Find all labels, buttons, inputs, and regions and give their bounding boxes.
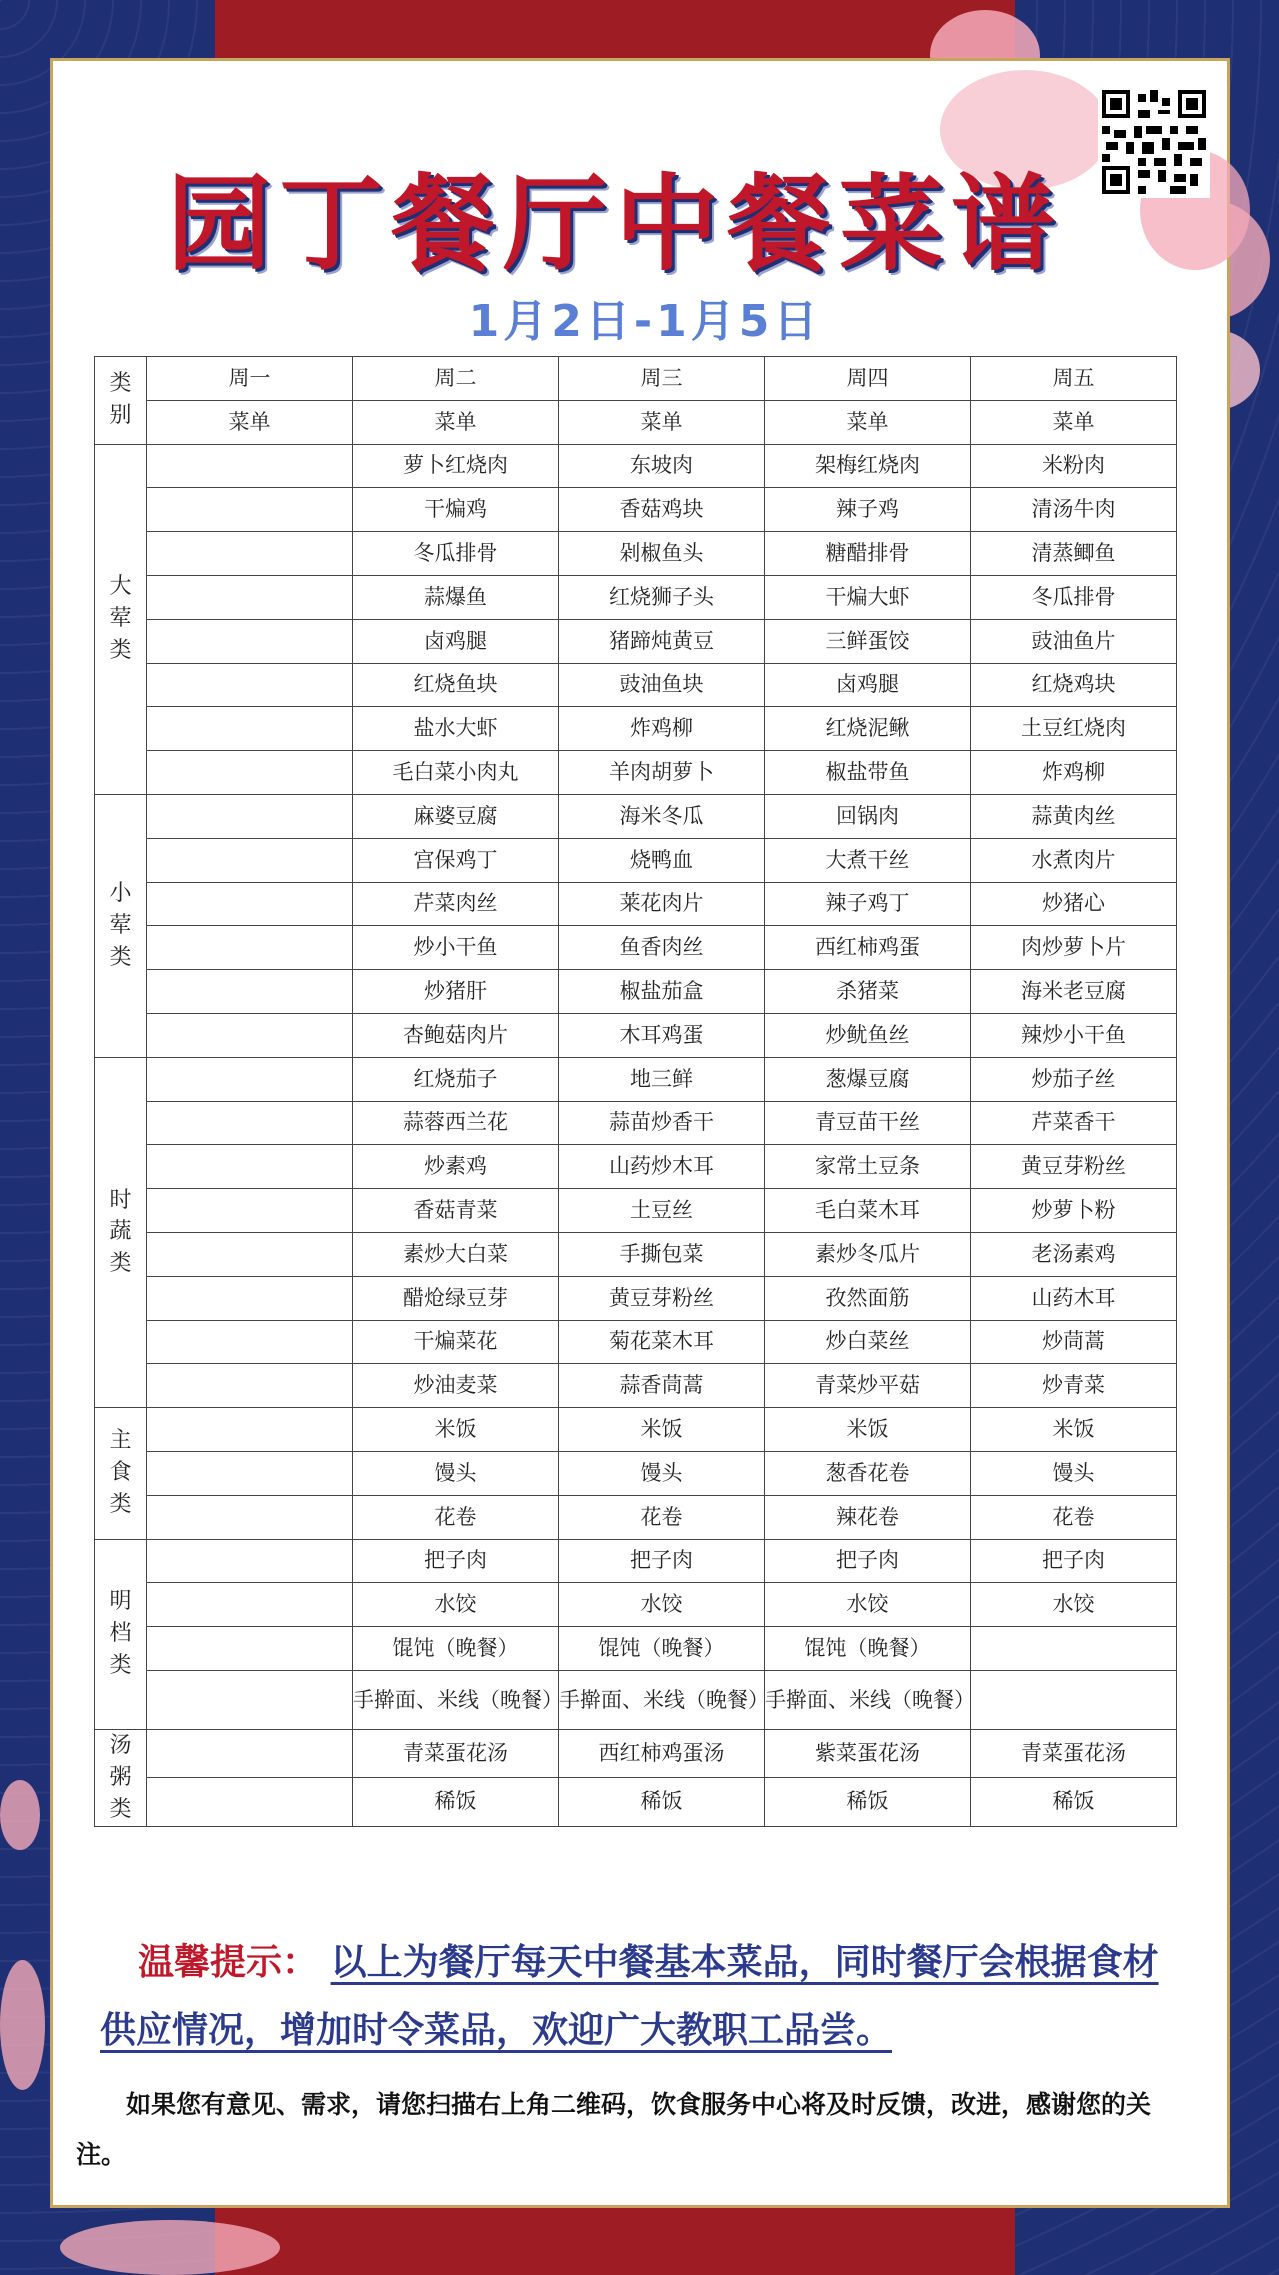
dish-cell: 把子肉 [353, 1539, 559, 1583]
dish-cell: 稀饭 [971, 1778, 1177, 1826]
dish-cell: 蒜香茼蒿 [559, 1364, 765, 1408]
dish-cell: 萝卜红烧肉 [353, 444, 559, 488]
menu-table [94, 356, 1177, 1827]
table-row [95, 1189, 1177, 1233]
dish-cell: 杀猪菜 [765, 970, 971, 1014]
dish-cell: 海米老豆腐 [971, 970, 1177, 1014]
dish-cell: 清蒸鲫鱼 [971, 532, 1177, 576]
dish-cell [147, 707, 353, 751]
dish-cell: 米饭 [765, 1408, 971, 1452]
dish-cell: 稀饭 [559, 1778, 765, 1826]
dish-cell: 孜然面筋 [765, 1276, 971, 1320]
table-row [95, 488, 1177, 532]
table-row [95, 663, 1177, 707]
table-row [95, 619, 1177, 663]
dish-cell: 手擀面、米线（晚餐） [559, 1670, 765, 1729]
dish-cell [147, 488, 353, 532]
category-cell: 时蔬类 [95, 1057, 147, 1407]
dish-cell [147, 1495, 353, 1539]
dish-cell: 香菇青菜 [353, 1189, 559, 1233]
dish-cell: 回锅肉 [765, 794, 971, 838]
dish-cell: 葱爆豆腐 [765, 1057, 971, 1101]
dish-cell [147, 1451, 353, 1495]
dish-cell: 山药木耳 [971, 1276, 1177, 1320]
dish-cell: 黄豆芽粉丝 [971, 1145, 1177, 1189]
dish-cell: 香菇鸡块 [559, 488, 765, 532]
table-row [95, 1013, 1177, 1057]
dish-cell: 蒜苗炒香干 [559, 1101, 765, 1145]
dish-cell: 盐水大虾 [353, 707, 559, 751]
dish-cell: 手撕包菜 [559, 1232, 765, 1276]
dish-cell: 西红柿鸡蛋 [765, 926, 971, 970]
dish-cell: 卤鸡腿 [353, 619, 559, 663]
dish-cell: 黄豆芽粉丝 [559, 1276, 765, 1320]
dish-cell: 青菜蛋花汤 [353, 1729, 559, 1777]
dish-cell: 炒猪肝 [353, 970, 559, 1014]
table-row [95, 1276, 1177, 1320]
category-cell: 主食类 [95, 1408, 147, 1539]
dish-cell [147, 1101, 353, 1145]
dish-cell: 把子肉 [971, 1539, 1177, 1583]
dish-cell: 米饭 [559, 1408, 765, 1452]
dish-cell: 冬瓜排骨 [353, 532, 559, 576]
dish-cell: 辣花卷 [765, 1495, 971, 1539]
dish-cell [147, 1778, 353, 1826]
dish-cell: 东坡肉 [559, 444, 765, 488]
dish-cell: 稀饭 [765, 1778, 971, 1826]
dish-cell [147, 1276, 353, 1320]
dish-cell: 清汤牛肉 [971, 488, 1177, 532]
dish-cell: 椒盐带鱼 [765, 751, 971, 795]
dish-cell [147, 1729, 353, 1777]
dish-cell: 馄饨（晚餐） [353, 1627, 559, 1671]
date-range: 1月2日-1月5日 [468, 296, 822, 347]
dish-cell: 醋炝绿豆芽 [353, 1276, 559, 1320]
day-header: 周二 [353, 357, 559, 401]
category-cell: 小荤类 [95, 794, 147, 1057]
dish-cell: 水饺 [971, 1583, 1177, 1627]
dish-cell [147, 882, 353, 926]
dish-cell: 炸鸡柳 [971, 751, 1177, 795]
dish-cell: 老汤素鸡 [971, 1232, 1177, 1276]
dish-cell: 葱香花卷 [765, 1451, 971, 1495]
dish-cell [147, 1145, 353, 1189]
blossom-decoration [60, 2220, 280, 2275]
dish-cell: 杏鲍菇肉片 [353, 1013, 559, 1057]
dish-cell [147, 1364, 353, 1408]
dish-cell [147, 1408, 353, 1452]
dish-cell: 馒头 [559, 1451, 765, 1495]
category-cell: 明档类 [95, 1539, 147, 1729]
table-row [95, 1583, 1177, 1627]
table-row [95, 1408, 1177, 1452]
dish-cell: 米粉肉 [971, 444, 1177, 488]
menu-subheader: 菜单 [765, 400, 971, 444]
dish-cell: 青豆苗干丝 [765, 1101, 971, 1145]
dish-cell: 把子肉 [559, 1539, 765, 1583]
dish-cell [147, 970, 353, 1014]
dish-cell: 把子肉 [765, 1539, 971, 1583]
dish-cell: 馒头 [353, 1451, 559, 1495]
dish-cell: 木耳鸡蛋 [559, 1013, 765, 1057]
dish-cell [147, 1670, 353, 1729]
dish-cell: 稀饭 [353, 1778, 559, 1826]
table-row [95, 751, 1177, 795]
dish-cell: 米饭 [353, 1408, 559, 1452]
dish-cell: 炒萝卜粉 [971, 1189, 1177, 1233]
table-row [95, 1101, 1177, 1145]
blossom-decoration [0, 1960, 45, 2090]
dish-cell: 豉油鱼片 [971, 619, 1177, 663]
dish-cell: 红烧鸡块 [971, 663, 1177, 707]
dish-cell: 菊花菜木耳 [559, 1320, 765, 1364]
dish-cell: 芹菜肉丝 [353, 882, 559, 926]
dish-cell: 水饺 [353, 1583, 559, 1627]
dish-cell: 土豆丝 [559, 1189, 765, 1233]
warm-tip [100, 1928, 1190, 2064]
dish-cell: 红烧茄子 [353, 1057, 559, 1101]
dish-cell [147, 532, 353, 576]
table-row [95, 1729, 1177, 1777]
dish-cell: 蒜爆鱼 [353, 575, 559, 619]
dish-cell: 馄饨（晚餐） [765, 1627, 971, 1671]
dish-cell: 土豆红烧肉 [971, 707, 1177, 751]
dish-cell: 家常土豆条 [765, 1145, 971, 1189]
dish-cell [147, 794, 353, 838]
dish-cell: 炒茄子丝 [971, 1057, 1177, 1101]
dish-cell: 干煸大虾 [765, 575, 971, 619]
dish-cell: 蒜蓉西兰花 [353, 1101, 559, 1145]
table-row [95, 1627, 1177, 1671]
dish-cell: 三鲜蛋饺 [765, 619, 971, 663]
dish-cell: 青菜蛋花汤 [971, 1729, 1177, 1777]
dish-cell: 宫保鸡丁 [353, 838, 559, 882]
dish-cell: 芹菜香干 [971, 1101, 1177, 1145]
dish-cell: 炒茼蒿 [971, 1320, 1177, 1364]
dish-cell [147, 444, 353, 488]
dish-cell: 红烧泥鳅 [765, 707, 971, 751]
dish-cell: 毛白菜木耳 [765, 1189, 971, 1233]
dish-cell: 手擀面、米线（晚餐） [353, 1670, 559, 1729]
dish-cell [147, 926, 353, 970]
dish-cell: 馒头 [971, 1451, 1177, 1495]
dish-cell [147, 1232, 353, 1276]
dish-cell: 猪蹄炖黄豆 [559, 619, 765, 663]
dish-cell: 蒜黄肉丝 [971, 794, 1177, 838]
table-row [95, 1670, 1177, 1729]
dish-cell: 山药炒木耳 [559, 1145, 765, 1189]
table-row [95, 794, 1177, 838]
table-row [95, 926, 1177, 970]
dish-cell: 西红柿鸡蛋汤 [559, 1729, 765, 1777]
qr-code-icon[interactable] [1098, 86, 1210, 198]
dish-cell [147, 1539, 353, 1583]
table-row [95, 532, 1177, 576]
dish-cell: 辣炒小干鱼 [971, 1013, 1177, 1057]
dish-cell: 辣子鸡 [765, 488, 971, 532]
table-row [95, 1451, 1177, 1495]
table-row [95, 1495, 1177, 1539]
dish-cell: 架梅红烧肉 [765, 444, 971, 488]
table-row [95, 1057, 1177, 1101]
table-row [95, 1539, 1177, 1583]
dish-cell: 毛白菜小肉丸 [353, 751, 559, 795]
dish-cell: 辣子鸡丁 [765, 882, 971, 926]
dish-cell: 羊肉胡萝卜 [559, 751, 765, 795]
dish-cell: 干煸菜花 [353, 1320, 559, 1364]
feedback-note: 如果您有意见、需求，请您扫描右上角二维码，饮食服务中心将及时反馈，改进，感谢您的关注。 [76, 2090, 1152, 2169]
dish-cell: 干煸鸡 [353, 488, 559, 532]
dish-cell: 炒青菜 [971, 1364, 1177, 1408]
dish-cell: 冬瓜排骨 [971, 575, 1177, 619]
dish-cell: 红烧狮子头 [559, 575, 765, 619]
category-header: 类别 [95, 357, 147, 445]
dish-cell: 炒素鸡 [353, 1145, 559, 1189]
dish-cell: 麻婆豆腐 [353, 794, 559, 838]
dish-cell [147, 663, 353, 707]
dish-cell [147, 1320, 353, 1364]
dish-cell: 豉油鱼块 [559, 663, 765, 707]
dish-cell: 鱼香肉丝 [559, 926, 765, 970]
table-row [95, 1232, 1177, 1276]
category-cell: 汤粥类 [95, 1729, 147, 1826]
table-row [95, 882, 1177, 926]
table-row [95, 707, 1177, 751]
dish-cell: 炒猪心 [971, 882, 1177, 926]
table-row [95, 575, 1177, 619]
dish-cell: 青菜炒平菇 [765, 1364, 971, 1408]
menu-subheader: 菜单 [353, 400, 559, 444]
dish-cell: 炒小干鱼 [353, 926, 559, 970]
dish-cell: 剁椒鱼头 [559, 532, 765, 576]
dish-cell [147, 751, 353, 795]
dish-cell [971, 1670, 1177, 1729]
dish-cell [147, 1057, 353, 1101]
table-row [95, 1145, 1177, 1189]
dish-cell [147, 1627, 353, 1671]
dish-cell: 炸鸡柳 [559, 707, 765, 751]
dish-cell: 花卷 [559, 1495, 765, 1539]
dish-cell: 大煮干丝 [765, 838, 971, 882]
day-header: 周四 [765, 357, 971, 401]
dish-cell [147, 1013, 353, 1057]
table-row [95, 838, 1177, 882]
dish-cell: 花卷 [353, 1495, 559, 1539]
tip-label: 温馨提示： [138, 1941, 319, 1983]
table-row [95, 444, 1177, 488]
dish-cell: 椒盐茄盒 [559, 970, 765, 1014]
page-title: 园丁餐厅中餐菜谱 [166, 163, 1063, 285]
table-row [95, 1778, 1177, 1826]
day-header: 周三 [559, 357, 765, 401]
dish-cell: 水煮肉片 [971, 838, 1177, 882]
day-header: 周一 [147, 357, 353, 401]
dish-cell [971, 1627, 1177, 1671]
menu-subheader: 菜单 [971, 400, 1177, 444]
category-cell: 大荤类 [95, 444, 147, 794]
dish-cell: 莱花肉片 [559, 882, 765, 926]
dish-cell: 素炒冬瓜片 [765, 1232, 971, 1276]
table-row [95, 1320, 1177, 1364]
table-row [95, 1364, 1177, 1408]
dish-cell: 米饭 [971, 1408, 1177, 1452]
dish-cell: 紫菜蛋花汤 [765, 1729, 971, 1777]
dish-cell: 卤鸡腿 [765, 663, 971, 707]
dish-cell: 炒白菜丝 [765, 1320, 971, 1364]
dish-cell: 素炒大白菜 [353, 1232, 559, 1276]
dish-cell: 糖醋排骨 [765, 532, 971, 576]
dish-cell: 炒鱿鱼丝 [765, 1013, 971, 1057]
day-header: 周五 [971, 357, 1177, 401]
dish-cell: 花卷 [971, 1495, 1177, 1539]
dish-cell: 海米冬瓜 [559, 794, 765, 838]
dish-cell [147, 575, 353, 619]
dish-cell [147, 1189, 353, 1233]
dish-cell: 肉炒萝卜片 [971, 926, 1177, 970]
dish-cell [147, 838, 353, 882]
dish-cell: 地三鲜 [559, 1057, 765, 1101]
menu-subheader: 菜单 [147, 400, 353, 444]
dish-cell [147, 619, 353, 663]
dish-cell [147, 1583, 353, 1627]
tip-text: 以上为餐厅每天中餐基本菜品，同时餐厅会根据食材供应情况，增加时令菜品，欢迎广大教职工品尝。 [100, 1941, 1159, 2051]
dish-cell: 烧鸭血 [559, 838, 765, 882]
blossom-decoration [0, 1780, 40, 1850]
dish-cell: 馄饨（晚餐） [559, 1627, 765, 1671]
dish-cell: 炒油麦菜 [353, 1364, 559, 1408]
dish-cell: 手擀面、米线（晚餐） [765, 1670, 971, 1729]
menu-subheader: 菜单 [559, 400, 765, 444]
dish-cell: 水饺 [559, 1583, 765, 1627]
dish-cell: 红烧鱼块 [353, 663, 559, 707]
table-row [95, 970, 1177, 1014]
dish-cell: 水饺 [765, 1583, 971, 1627]
